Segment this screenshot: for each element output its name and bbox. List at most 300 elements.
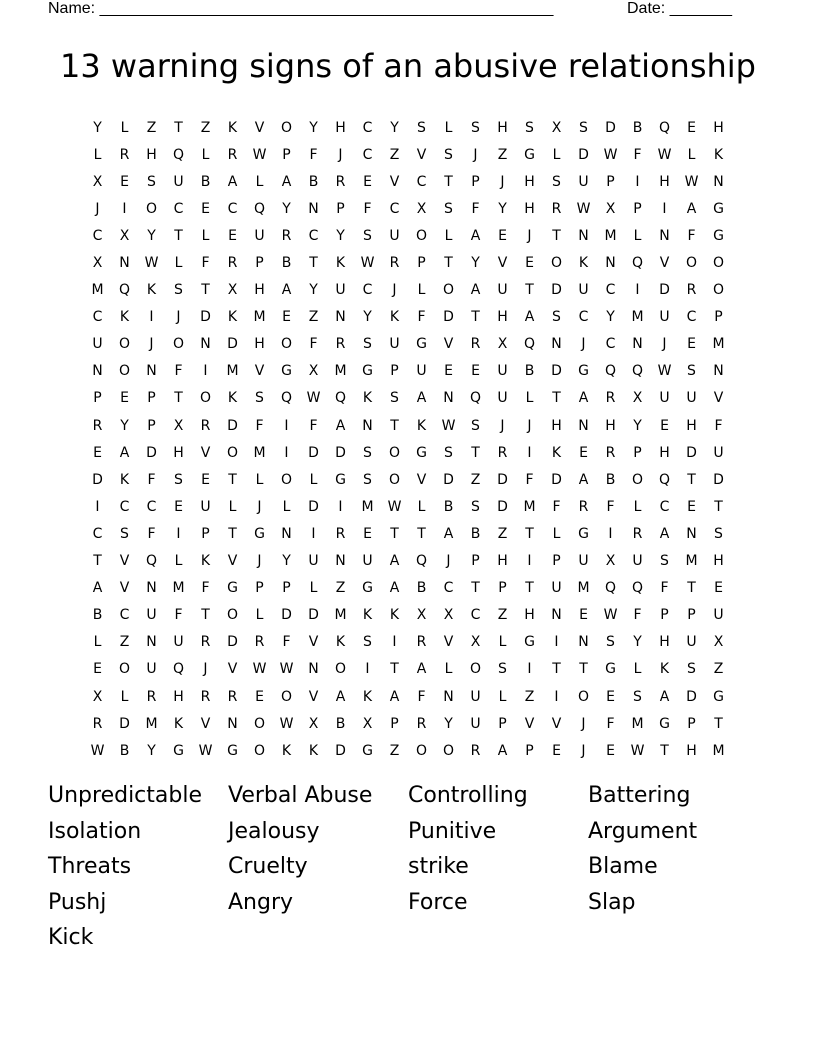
grid-cell[interactable]: U xyxy=(713,444,724,461)
grid-cell[interactable]: E xyxy=(471,363,480,380)
grid-cell[interactable]: S xyxy=(606,634,615,651)
grid-cell[interactable]: Z xyxy=(524,688,535,705)
grid-cell[interactable]: K xyxy=(659,661,670,678)
grid-cell[interactable]: B xyxy=(308,173,319,190)
grid-cell[interactable]: I xyxy=(122,200,127,217)
grid-cell[interactable]: P xyxy=(498,580,507,597)
grid-cell[interactable]: T xyxy=(471,444,480,461)
grid-cell[interactable]: F xyxy=(174,607,183,624)
grid-cell[interactable]: J xyxy=(338,146,343,163)
grid-cell[interactable]: S xyxy=(255,390,264,407)
grid-cell[interactable]: F xyxy=(633,146,642,163)
grid-cell[interactable]: T xyxy=(390,661,399,678)
grid-cell[interactable]: K xyxy=(146,282,157,299)
grid-cell[interactable]: K xyxy=(713,146,724,163)
grid-cell[interactable]: O xyxy=(550,255,563,272)
grid-cell[interactable]: C xyxy=(605,282,616,299)
grid-cell[interactable]: T xyxy=(444,255,453,272)
grid-cell[interactable]: U xyxy=(389,227,400,244)
grid-cell[interactable]: A xyxy=(281,173,292,190)
grid-cell[interactable]: L xyxy=(444,661,453,678)
grid-cell[interactable]: A xyxy=(389,580,400,597)
grid-cell[interactable]: R xyxy=(470,336,481,353)
grid-cell[interactable]: P xyxy=(390,363,399,380)
grid-cell[interactable]: H xyxy=(605,417,616,434)
grid-cell[interactable]: J xyxy=(527,227,532,244)
grid-cell[interactable]: R xyxy=(605,444,616,461)
grid-cell[interactable]: G xyxy=(362,742,373,759)
grid-cell[interactable]: K xyxy=(362,390,373,407)
grid-cell[interactable]: A xyxy=(686,200,697,217)
grid-cell[interactable]: K xyxy=(227,119,238,136)
grid-cell[interactable]: H xyxy=(146,146,157,163)
grid-cell[interactable]: Z xyxy=(389,146,400,163)
grid-cell[interactable]: L xyxy=(255,607,264,624)
grid-cell[interactable]: O xyxy=(712,255,725,272)
grid-cell[interactable]: C xyxy=(686,309,697,326)
name-field[interactable]: Name: ___________________________________________________ xyxy=(48,0,554,17)
grid-cell[interactable]: O xyxy=(118,661,131,678)
grid-cell[interactable]: I xyxy=(284,444,289,461)
grid-cell[interactable]: I xyxy=(635,282,640,299)
grid-cell[interactable]: C xyxy=(362,146,373,163)
grid-cell[interactable]: N xyxy=(92,363,103,380)
grid-cell[interactable]: S xyxy=(687,363,696,380)
grid-cell[interactable]: C xyxy=(92,309,103,326)
grid-cell[interactable]: F xyxy=(471,200,480,217)
grid-cell[interactable]: I xyxy=(284,417,289,434)
grid-cell[interactable]: S xyxy=(390,390,399,407)
grid-cell[interactable]: X xyxy=(227,282,238,299)
grid-cell[interactable]: F xyxy=(552,498,561,515)
grid-cell[interactable]: I xyxy=(392,634,397,651)
grid-cell[interactable]: K xyxy=(308,742,319,759)
grid-cell[interactable]: E xyxy=(660,417,669,434)
grid-cell[interactable]: W xyxy=(279,715,294,732)
grid-cell[interactable]: X xyxy=(416,200,427,217)
grid-cell[interactable]: Q xyxy=(145,553,158,570)
grid-cell[interactable]: A xyxy=(389,553,400,570)
grid-cell[interactable]: J xyxy=(446,553,451,570)
grid-cell[interactable]: X xyxy=(632,390,643,407)
grid-cell[interactable]: R xyxy=(227,146,238,163)
grid-cell[interactable]: U xyxy=(308,553,319,570)
grid-cell[interactable]: T xyxy=(444,173,453,190)
grid-cell[interactable]: R xyxy=(335,525,346,542)
grid-cell[interactable]: H xyxy=(659,173,670,190)
grid-cell[interactable]: N xyxy=(605,255,616,272)
grid-cell[interactable]: Y xyxy=(606,309,615,326)
grid-cell[interactable]: P xyxy=(255,580,264,597)
grid-cell[interactable]: M xyxy=(604,227,617,244)
grid-cell[interactable]: R xyxy=(389,255,400,272)
grid-cell[interactable]: F xyxy=(147,471,156,488)
grid-cell[interactable]: M xyxy=(334,607,347,624)
grid-cell[interactable]: S xyxy=(363,444,372,461)
grid-cell[interactable]: C xyxy=(308,227,319,244)
grid-cell[interactable]: L xyxy=(201,146,210,163)
grid-cell[interactable]: S xyxy=(444,200,453,217)
grid-cell[interactable]: P xyxy=(201,525,210,542)
grid-cell[interactable]: T xyxy=(552,390,561,407)
grid-cell[interactable]: N xyxy=(443,390,454,407)
grid-cell[interactable]: T xyxy=(417,525,426,542)
grid-cell[interactable]: Q xyxy=(415,553,428,570)
grid-cell[interactable]: T xyxy=(525,282,534,299)
grid-cell[interactable]: A xyxy=(470,227,481,244)
grid-cell[interactable]: L xyxy=(255,471,264,488)
grid-cell[interactable]: Q xyxy=(469,390,482,407)
grid-cell[interactable]: H xyxy=(254,282,265,299)
grid-cell[interactable]: D xyxy=(578,146,589,163)
grid-cell[interactable]: K xyxy=(119,471,130,488)
grid-cell[interactable]: I xyxy=(95,498,100,515)
grid-cell[interactable]: N xyxy=(146,363,157,380)
grid-cell[interactable]: E xyxy=(363,525,372,542)
grid-cell[interactable]: M xyxy=(685,553,698,570)
grid-cell[interactable]: A xyxy=(443,525,454,542)
grid-cell[interactable]: S xyxy=(552,309,561,326)
grid-cell[interactable]: G xyxy=(416,444,427,461)
grid-cell[interactable]: E xyxy=(687,498,696,515)
grid-cell[interactable]: K xyxy=(578,255,589,272)
grid-cell[interactable]: K xyxy=(227,390,238,407)
grid-cell[interactable]: S xyxy=(687,661,696,678)
grid-cell[interactable]: S xyxy=(444,146,453,163)
grid-cell[interactable]: L xyxy=(309,580,318,597)
grid-cell[interactable]: Y xyxy=(147,227,156,244)
grid-cell[interactable]: V xyxy=(200,444,211,461)
grid-cell[interactable]: J xyxy=(527,417,532,434)
grid-cell[interactable]: I xyxy=(527,444,532,461)
grid-cell[interactable]: H xyxy=(713,119,724,136)
grid-cell[interactable]: S xyxy=(174,282,183,299)
grid-cell[interactable]: U xyxy=(497,390,508,407)
grid-cell[interactable]: Z xyxy=(389,742,400,759)
grid-cell[interactable]: F xyxy=(309,336,318,353)
grid-cell[interactable]: E xyxy=(120,173,129,190)
grid-cell[interactable]: X xyxy=(443,607,454,624)
grid-cell[interactable]: J xyxy=(149,336,154,353)
grid-cell[interactable]: O xyxy=(388,471,401,488)
grid-cell[interactable]: P xyxy=(633,200,642,217)
grid-cell[interactable]: G xyxy=(281,363,292,380)
grid-cell[interactable]: V xyxy=(443,634,454,651)
grid-cell[interactable]: J xyxy=(176,309,181,326)
grid-cell[interactable]: V xyxy=(308,634,319,651)
grid-cell[interactable]: R xyxy=(92,715,103,732)
grid-cell[interactable]: R xyxy=(200,634,211,651)
grid-cell[interactable]: L xyxy=(120,119,129,136)
grid-cell[interactable]: R xyxy=(200,688,211,705)
grid-cell[interactable]: V xyxy=(119,553,130,570)
grid-cell[interactable]: F xyxy=(687,227,696,244)
grid-cell[interactable]: W xyxy=(306,390,321,407)
grid-cell[interactable]: Y xyxy=(147,742,156,759)
grid-cell[interactable]: D xyxy=(227,417,238,434)
grid-cell[interactable]: L xyxy=(282,498,291,515)
grid-cell[interactable]: X xyxy=(92,173,103,190)
grid-cell[interactable]: R xyxy=(416,634,427,651)
grid-cell[interactable]: L xyxy=(417,282,426,299)
grid-cell[interactable]: P xyxy=(525,742,534,759)
grid-cell[interactable]: K xyxy=(335,255,346,272)
grid-cell[interactable]: M xyxy=(334,363,347,380)
grid-cell[interactable]: G xyxy=(713,227,724,244)
grid-cell[interactable]: U xyxy=(335,282,346,299)
grid-cell[interactable]: W xyxy=(279,661,294,678)
grid-cell[interactable]: W xyxy=(441,417,456,434)
grid-cell[interactable]: B xyxy=(416,580,427,597)
grid-cell[interactable]: V xyxy=(416,146,427,163)
grid-cell[interactable]: O xyxy=(469,661,482,678)
grid-cell[interactable]: Z xyxy=(119,634,130,651)
grid-cell[interactable]: I xyxy=(365,661,370,678)
grid-cell[interactable]: R xyxy=(200,417,211,434)
grid-cell[interactable]: D xyxy=(551,471,562,488)
grid-cell[interactable]: N xyxy=(146,634,157,651)
grid-cell[interactable]: Q xyxy=(280,390,293,407)
grid-cell[interactable]: D xyxy=(551,282,562,299)
grid-cell[interactable]: T xyxy=(525,525,534,542)
grid-cell[interactable]: H xyxy=(173,444,184,461)
grid-cell[interactable]: T xyxy=(228,471,237,488)
grid-cell[interactable]: I xyxy=(662,200,667,217)
grid-cell[interactable]: G xyxy=(713,200,724,217)
grid-cell[interactable]: K xyxy=(119,309,130,326)
grid-cell[interactable]: S xyxy=(552,173,561,190)
grid-cell[interactable]: E xyxy=(201,200,210,217)
grid-cell[interactable]: L xyxy=(552,146,561,163)
grid-cell[interactable]: S xyxy=(444,444,453,461)
grid-cell[interactable]: N xyxy=(362,417,373,434)
grid-cell[interactable]: F xyxy=(309,146,318,163)
grid-cell[interactable]: B xyxy=(443,498,454,515)
grid-cell[interactable]: V xyxy=(119,580,130,597)
grid-cell[interactable]: O xyxy=(118,363,131,380)
grid-cell[interactable]: G xyxy=(362,580,373,597)
grid-cell[interactable]: Y xyxy=(93,119,102,136)
grid-cell[interactable]: O xyxy=(199,390,212,407)
grid-cell[interactable]: U xyxy=(146,661,157,678)
grid-cell[interactable]: F xyxy=(201,580,210,597)
grid-cell[interactable]: O xyxy=(280,688,293,705)
grid-cell[interactable]: N xyxy=(686,525,697,542)
grid-cell[interactable]: V xyxy=(551,715,562,732)
grid-cell[interactable]: Z xyxy=(308,309,319,326)
grid-cell[interactable]: F xyxy=(633,607,642,624)
grid-cell[interactable]: U xyxy=(551,580,562,597)
grid-cell[interactable]: O xyxy=(388,444,401,461)
grid-cell[interactable]: C xyxy=(119,607,130,624)
grid-cell[interactable]: P xyxy=(336,200,345,217)
grid-cell[interactable]: R xyxy=(632,525,643,542)
grid-cell[interactable]: C xyxy=(443,580,454,597)
grid-cell[interactable]: F xyxy=(201,255,210,272)
grid-cell[interactable]: R xyxy=(119,146,130,163)
grid-cell[interactable]: A xyxy=(524,309,535,326)
grid-cell[interactable]: M xyxy=(631,309,644,326)
grid-cell[interactable]: H xyxy=(524,173,535,190)
grid-cell[interactable]: Q xyxy=(172,146,185,163)
grid-cell[interactable]: P xyxy=(417,255,426,272)
grid-cell[interactable]: N xyxy=(308,200,319,217)
grid-cell[interactable]: U xyxy=(686,634,697,651)
grid-cell[interactable]: E xyxy=(444,363,453,380)
grid-cell[interactable]: I xyxy=(527,661,532,678)
grid-cell[interactable]: N xyxy=(335,553,346,570)
grid-cell[interactable]: E xyxy=(93,661,102,678)
grid-cell[interactable]: X xyxy=(92,688,103,705)
grid-cell[interactable]: A xyxy=(497,742,508,759)
grid-cell[interactable]: O xyxy=(253,742,266,759)
grid-cell[interactable]: O xyxy=(172,336,185,353)
grid-cell[interactable]: Y xyxy=(282,200,291,217)
grid-cell[interactable]: E xyxy=(606,688,615,705)
grid-cell[interactable]: B xyxy=(524,363,535,380)
grid-cell[interactable]: B xyxy=(119,742,130,759)
grid-cell[interactable]: M xyxy=(712,742,725,759)
grid-cell[interactable]: R xyxy=(497,444,508,461)
grid-cell[interactable]: N xyxy=(578,227,589,244)
grid-cell[interactable]: J xyxy=(257,498,262,515)
grid-cell[interactable]: V xyxy=(227,661,238,678)
grid-cell[interactable]: I xyxy=(203,363,208,380)
grid-cell[interactable]: O xyxy=(280,336,293,353)
grid-cell[interactable]: T xyxy=(687,580,696,597)
grid-cell[interactable]: D xyxy=(686,688,697,705)
grid-cell[interactable]: O xyxy=(226,607,239,624)
grid-cell[interactable]: N xyxy=(281,525,292,542)
grid-cell[interactable]: L xyxy=(633,498,642,515)
grid-cell[interactable]: T xyxy=(714,498,723,515)
grid-cell[interactable]: G xyxy=(524,146,535,163)
grid-cell[interactable]: U xyxy=(578,173,589,190)
grid-cell[interactable]: F xyxy=(660,580,669,597)
grid-cell[interactable]: D xyxy=(92,471,103,488)
grid-cell[interactable]: H xyxy=(497,553,508,570)
grid-cell[interactable]: U xyxy=(362,553,373,570)
grid-cell[interactable]: N xyxy=(713,363,724,380)
grid-cell[interactable]: P xyxy=(282,580,291,597)
grid-cell[interactable]: D xyxy=(686,444,697,461)
grid-cell[interactable]: L xyxy=(525,390,534,407)
grid-cell[interactable]: T xyxy=(552,661,561,678)
grid-cell[interactable]: A xyxy=(335,688,346,705)
grid-cell[interactable]: Q xyxy=(334,390,347,407)
grid-cell[interactable]: N xyxy=(443,688,454,705)
grid-cell[interactable]: I xyxy=(554,688,559,705)
grid-cell[interactable]: F xyxy=(282,634,291,651)
grid-cell[interactable]: V xyxy=(227,553,238,570)
grid-cell[interactable]: P xyxy=(282,146,291,163)
grid-cell[interactable]: O xyxy=(145,200,158,217)
grid-cell[interactable]: U xyxy=(173,173,184,190)
grid-cell[interactable]: D xyxy=(659,282,670,299)
grid-cell[interactable]: E xyxy=(687,336,696,353)
grid-cell[interactable]: Z xyxy=(497,607,508,624)
grid-cell[interactable]: R xyxy=(416,715,427,732)
grid-cell[interactable]: N xyxy=(659,227,670,244)
grid-cell[interactable]: S xyxy=(363,471,372,488)
grid-cell[interactable]: K xyxy=(227,309,238,326)
grid-cell[interactable]: J xyxy=(473,146,478,163)
grid-cell[interactable]: G xyxy=(362,363,373,380)
grid-cell[interactable]: I xyxy=(608,525,613,542)
grid-cell[interactable]: F xyxy=(606,715,615,732)
grid-cell[interactable]: Q xyxy=(523,336,536,353)
grid-cell[interactable]: J xyxy=(257,553,262,570)
grid-cell[interactable]: S xyxy=(471,417,480,434)
grid-cell[interactable]: T xyxy=(525,580,534,597)
grid-cell[interactable]: S xyxy=(660,553,669,570)
grid-cell[interactable]: X xyxy=(551,119,562,136)
grid-cell[interactable]: M xyxy=(361,498,374,515)
grid-cell[interactable]: U xyxy=(254,227,265,244)
grid-cell[interactable]: A xyxy=(119,444,130,461)
grid-cell[interactable]: T xyxy=(552,227,561,244)
grid-cell[interactable]: P xyxy=(687,715,696,732)
grid-cell[interactable]: P xyxy=(471,553,480,570)
grid-cell[interactable]: O xyxy=(415,227,428,244)
grid-cell[interactable]: A xyxy=(92,580,103,597)
grid-cell[interactable]: L xyxy=(633,661,642,678)
grid-cell[interactable]: H xyxy=(686,417,697,434)
grid-cell[interactable]: P xyxy=(147,390,156,407)
grid-cell[interactable]: U xyxy=(497,282,508,299)
grid-cell[interactable]: C xyxy=(362,282,373,299)
grid-cell[interactable]: F xyxy=(606,498,615,515)
grid-cell[interactable]: S xyxy=(120,525,129,542)
grid-cell[interactable]: G xyxy=(173,742,184,759)
grid-cell[interactable]: Y xyxy=(390,119,399,136)
grid-cell[interactable]: C xyxy=(470,607,481,624)
grid-cell[interactable]: D xyxy=(335,742,346,759)
grid-cell[interactable]: U xyxy=(470,715,481,732)
grid-cell[interactable]: D xyxy=(713,471,724,488)
grid-cell[interactable]: T xyxy=(201,607,210,624)
grid-cell[interactable]: N xyxy=(713,173,724,190)
grid-cell[interactable]: V xyxy=(497,255,508,272)
grid-cell[interactable]: A xyxy=(416,661,427,678)
grid-cell[interactable]: L xyxy=(417,498,426,515)
grid-cell[interactable]: R xyxy=(686,282,697,299)
grid-cell[interactable]: V xyxy=(659,255,670,272)
grid-cell[interactable]: U xyxy=(92,336,103,353)
grid-cell[interactable]: G xyxy=(524,634,535,651)
grid-cell[interactable]: U xyxy=(578,282,589,299)
grid-cell[interactable]: G xyxy=(227,742,238,759)
grid-cell[interactable]: T xyxy=(174,390,183,407)
grid-cell[interactable]: X xyxy=(470,634,481,651)
grid-cell[interactable]: H xyxy=(254,336,265,353)
grid-cell[interactable]: U xyxy=(416,363,427,380)
grid-cell[interactable]: W xyxy=(90,742,105,759)
grid-cell[interactable]: P xyxy=(93,390,102,407)
grid-cell[interactable]: A xyxy=(227,173,238,190)
grid-cell[interactable]: A xyxy=(659,525,670,542)
grid-cell[interactable]: A xyxy=(659,688,670,705)
grid-cell[interactable]: S xyxy=(525,119,534,136)
grid-cell[interactable]: Y xyxy=(498,200,507,217)
grid-cell[interactable]: L xyxy=(174,255,183,272)
grid-cell[interactable]: V xyxy=(308,688,319,705)
grid-cell[interactable]: W xyxy=(252,661,267,678)
grid-cell[interactable]: D xyxy=(308,444,319,461)
grid-cell[interactable]: X xyxy=(416,607,427,624)
grid-cell[interactable]: R xyxy=(470,742,481,759)
grid-cell[interactable]: E xyxy=(93,444,102,461)
